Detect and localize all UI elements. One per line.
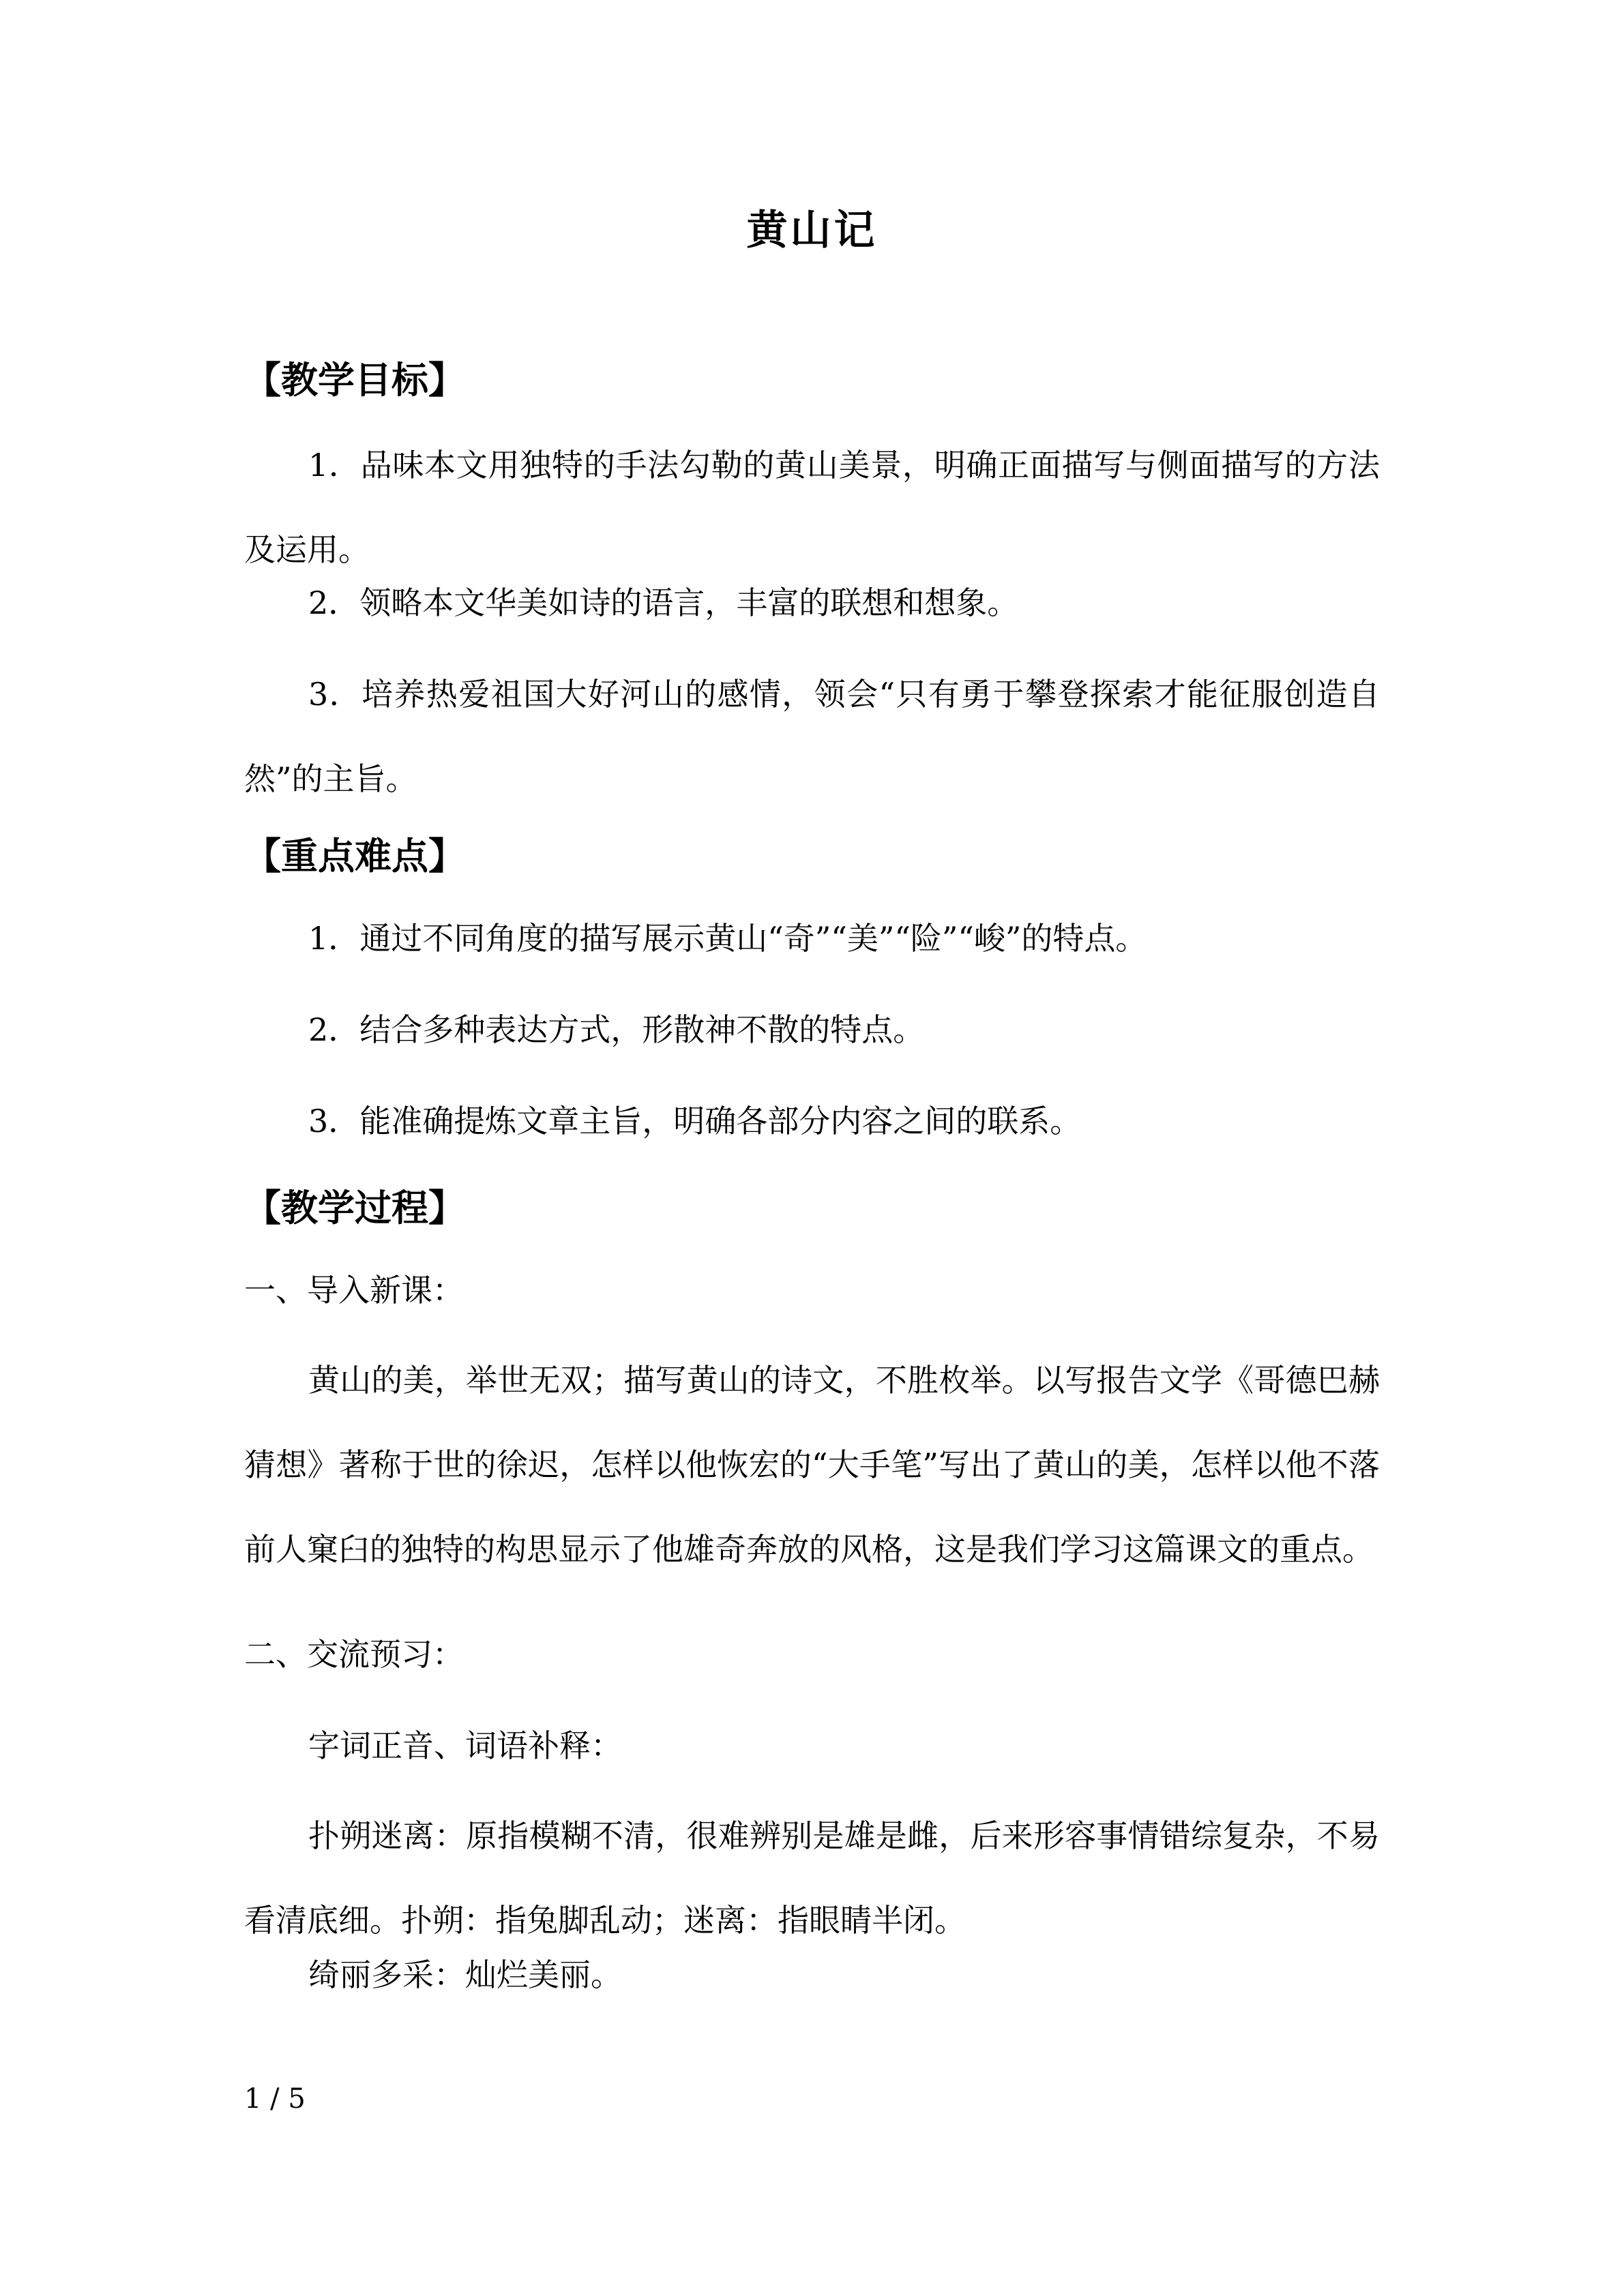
preview-subheading: 字词正音、词语补释： (308, 1727, 622, 1764)
objective-item: 3．培养热爱祖国大好河山的感情，领会“只有勇于攀登探索才能征服创造自然”的主旨。 (244, 676, 1380, 797)
objective-item: 2．领略本文华美如诗的语言，丰富的联想和想象。 (308, 584, 1019, 621)
section-heading-key-points: 【重点难点】 (244, 834, 465, 878)
document-title: 黄山记 (746, 207, 878, 254)
section-heading-objectives: 【教学目标】 (244, 358, 465, 402)
key-point-item: 3．能准确提炼文章主旨，明确各部分内容之间的联系。 (308, 1103, 1082, 1139)
intro-paragraph: 黄山的美，举世无双；描写黄山的诗文，不胜枚举。以写报告文学《哥德巴赫猜想》著称于世的徐迟，怎样以他恢宏的“大手笔”写出了黄山的美，怎样以他不落前人窠臼的独特的构思显示了他雄奇奔放的风格，这是我们学习这篇课文的重点。 (244, 1362, 1380, 1568)
objective-item: 1．品味本文用独特的手法勾勒的黄山美景，明确正面描写与侧面描写的方法及运用。 (244, 447, 1380, 568)
section-heading-process: 【教学过程】 (244, 1186, 465, 1229)
intro-heading: 一、导入新课： (244, 1272, 464, 1309)
preview-heading: 二、交流预习： (244, 1636, 464, 1673)
key-point-item: 2．结合多种表达方式，形散神不散的特点。 (308, 1011, 925, 1048)
key-point-item: 1．通过不同角度的描写展示黄山“奇”“美”“险”“峻”的特点。 (308, 920, 1147, 957)
page-number: 1 / 5 (244, 2083, 306, 2115)
term-definition: 绮丽多采：灿烂美丽。 (308, 1956, 622, 1993)
term-definition: 扑朔迷离：原指模糊不清，很难辨别是雄是雌，后来形容事情错综复杂，不易看清底细。扑朔：指兔脚乱动；迷离：指眼睛半闭。 (244, 1817, 1380, 1939)
